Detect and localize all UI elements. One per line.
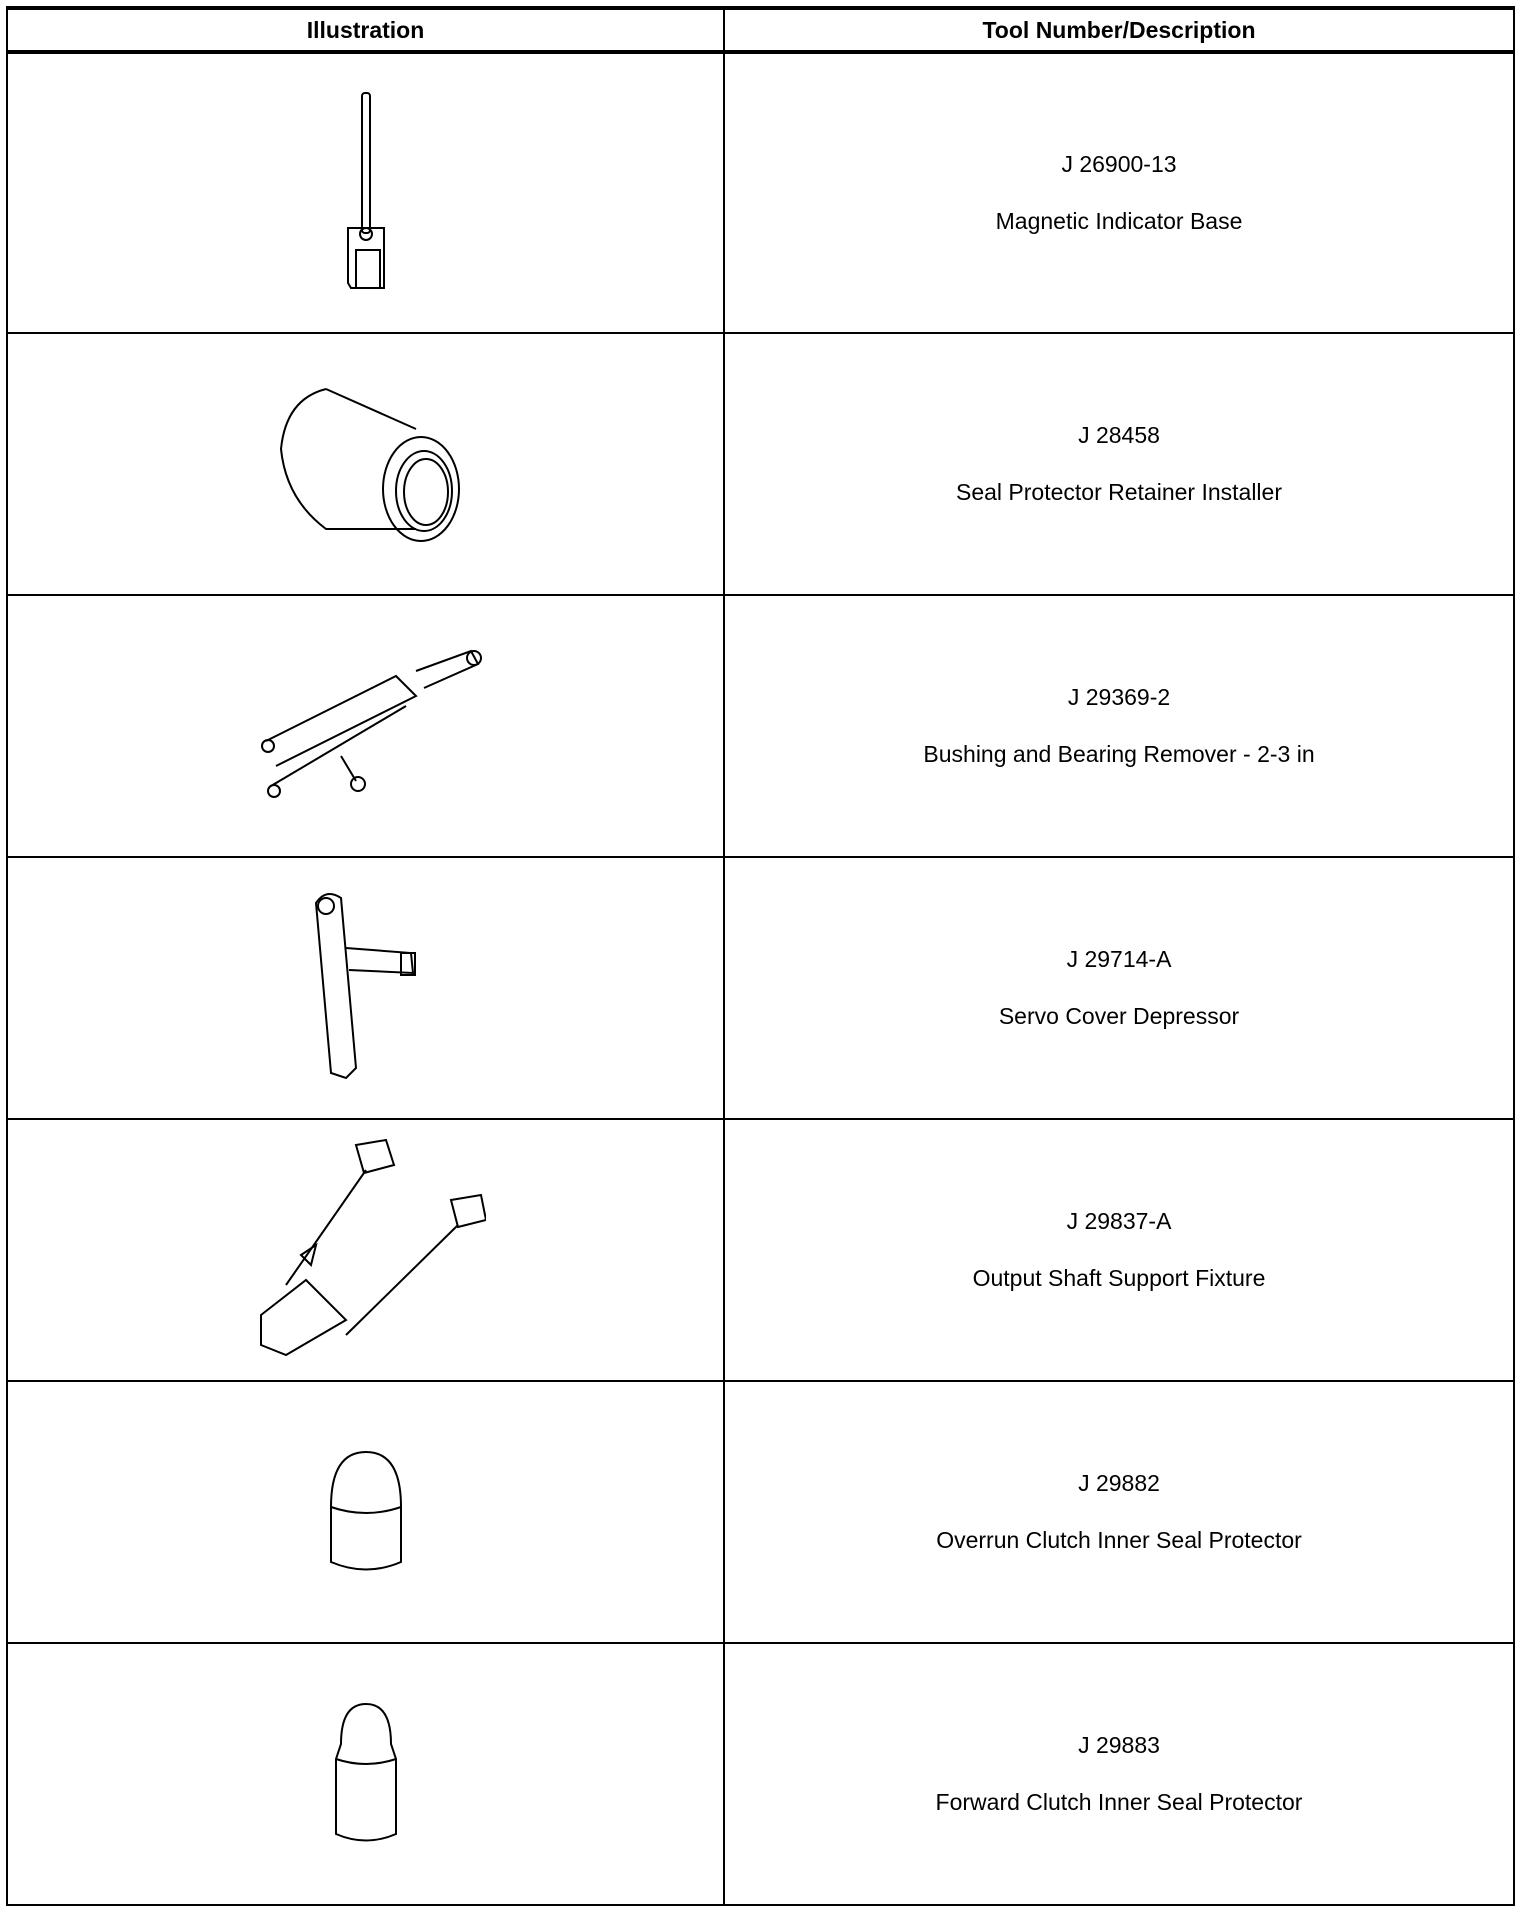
tool-number: J 26900-13 (1061, 151, 1177, 177)
tool-cell (724, 52, 1514, 333)
table-row (7, 1643, 1514, 1905)
tool-cell (724, 1643, 1514, 1905)
header-illustration: Illustration (7, 8, 724, 52)
illustration-cell (7, 52, 724, 333)
table-row (7, 857, 1514, 1119)
tool-number: J 29882 (1078, 1470, 1160, 1496)
tool-description: Bushing and Bearing Remover - 2-3 in (923, 741, 1315, 767)
tool-description: Seal Protector Retainer Installer (956, 479, 1282, 505)
tool-cell (724, 857, 1514, 1119)
illustration-cell (7, 333, 724, 595)
tool-cell (724, 595, 1514, 857)
magnetic-base-icon (326, 88, 406, 298)
illustration-cell (7, 1643, 724, 1905)
table-row (7, 1119, 1514, 1381)
tool-description: Servo Cover Depressor (998, 1003, 1240, 1029)
support-fixture-icon (246, 1135, 486, 1365)
table-row (7, 595, 1514, 857)
tool-description: Magnetic Indicator Base (995, 208, 1243, 234)
tool-number: J 29714-A (1066, 946, 1172, 972)
seal-protector-icon (326, 1699, 406, 1849)
tool-number: J 28458 (1078, 422, 1160, 448)
tool-description: Overrun Clutch Inner Seal Protector (936, 1527, 1302, 1553)
header-row (7, 8, 1514, 52)
illustration-cell (7, 595, 724, 857)
tool-number: J 29837-A (1066, 1208, 1172, 1234)
header-tool: Tool Number/Description (724, 8, 1514, 52)
tool-number: J 29883 (1078, 1732, 1160, 1758)
bearing-remover-icon (246, 646, 486, 806)
tool-description: Forward Clutch Inner Seal Protector (935, 1789, 1303, 1815)
illustration-cell (7, 1119, 724, 1381)
tool-cell (724, 1119, 1514, 1381)
cylinder-sleeve-icon (266, 379, 466, 549)
table-row (7, 52, 1514, 333)
tool-cell (724, 333, 1514, 595)
table-row (7, 333, 1514, 595)
tool-cell (724, 1381, 1514, 1643)
depressor-lever-icon (301, 888, 431, 1088)
illustration-cell (7, 1381, 724, 1643)
tool-number: J 29369-2 (1067, 684, 1171, 710)
special-tools-table (6, 6, 1515, 1906)
seal-protector-icon (321, 1447, 411, 1577)
illustration-cell (7, 857, 724, 1119)
tool-description: Output Shaft Support Fixture (972, 1265, 1266, 1291)
table-row (7, 1381, 1514, 1643)
